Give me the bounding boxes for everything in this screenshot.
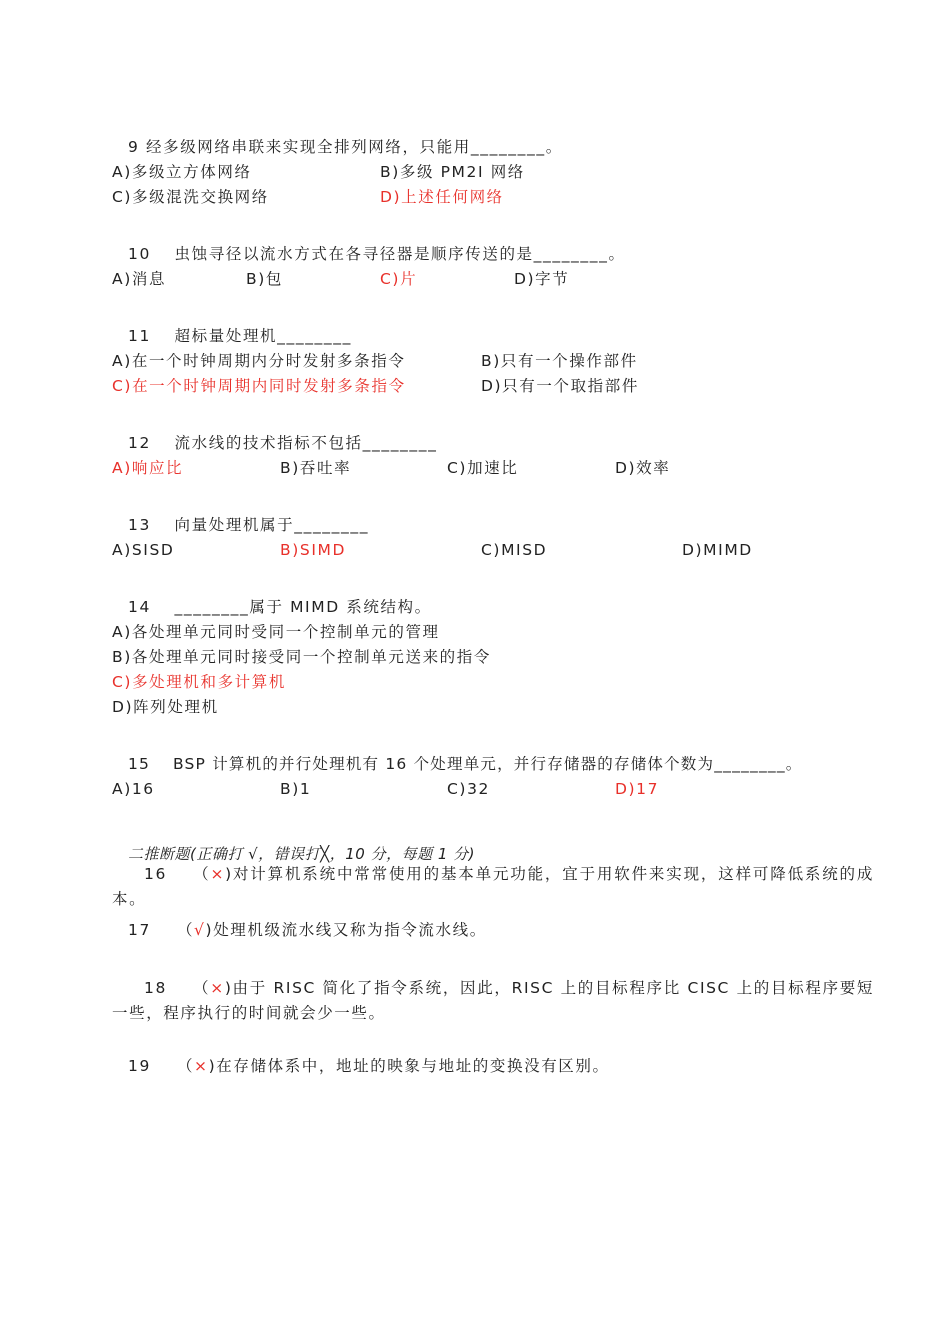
question-13-option-c: C)MISD (481, 541, 548, 559)
question-15-stem: 15 BSP 计算机的并行处理机有 16 个处理单元，并行存储器的存储体个数为________。 (128, 755, 803, 773)
question-14-stem: 14 ________属于 MIMD 系统结构。 (128, 598, 432, 616)
question-10-option-a: A)消息 (112, 270, 167, 288)
question-9-option-d-answer: D)上述任何网络 (380, 188, 504, 206)
check-mark-icon: √ (194, 921, 206, 939)
question-13-option-b-answer: B)SIMD (280, 541, 346, 559)
judgement-item-16 (112, 862, 874, 912)
question-11-option-a: A)在一个时钟周期内分时发射多条指令 (112, 352, 406, 370)
question-11-option-b: B)只有一个操作部件 (481, 352, 638, 370)
cross-mark-icon: × (210, 979, 225, 997)
question-10-option-b: B)包 (246, 270, 283, 288)
question-10-option-c-answer: C)片 (380, 270, 418, 288)
question-10-option-d: D)字节 (514, 270, 570, 288)
question-11-option-c-answer: C)在一个时钟周期内同时发射多条指令 (112, 377, 406, 395)
item-number: 17 (128, 921, 151, 939)
question-9-option-c: C)多级混洗交换网络 (112, 188, 269, 206)
question-15-option-c: C)32 (447, 780, 490, 798)
question-9-option-a: A)多级立方体网络 (112, 163, 252, 181)
question-12-option-c: C)加速比 (447, 459, 519, 477)
question-9-stem: 9 经多级网络串联来实现全排列网络，只能用________。 (128, 138, 563, 156)
section-2-title: 二推断题(正确打 √，错误打╳，10 分，每题 1 分) (128, 845, 475, 863)
cross-mark-icon: × (194, 1057, 209, 1075)
close-paren: ) (225, 865, 233, 883)
item-text: 处理机级流水线又称为指令流水线。 (213, 921, 487, 939)
item-text: 对计算机系统中常常使用的基本单元功能，宜于用软件来实现，这样可降低系统的成本。 (112, 865, 874, 908)
question-12-stem: 12 流水线的技术指标不包括________ (128, 434, 438, 452)
question-14-option-b: B)各处理单元同时接受同一个控制单元送来的指令 (112, 648, 491, 666)
item-number: 18 (144, 979, 167, 997)
question-14-option-a: A)各处理单元同时受同一个控制单元的管理 (112, 623, 440, 641)
judgement-item-19 (128, 1055, 610, 1077)
close-paren: ) (224, 979, 233, 997)
question-11-stem: 11 超标量处理机________ (128, 327, 352, 345)
question-12-option-d: D)效率 (615, 459, 671, 477)
question-13-option-a: A)SISD (112, 541, 175, 559)
judgement-item-17 (128, 919, 487, 941)
question-12-option-a-answer: A)响应比 (112, 459, 184, 477)
question-12-option-b: B)吞吐率 (280, 459, 352, 477)
question-11-option-d: D)只有一个取指部件 (481, 377, 639, 395)
item-text: 在存储体系中，地址的映象与地址的变换没有区别。 (216, 1057, 610, 1075)
judgement-item-18 (112, 976, 874, 1026)
question-14-option-c-answer: C)多处理机和多计算机 (112, 673, 286, 691)
item-number: 16 (144, 865, 167, 883)
question-13-stem: 13 向量处理机属于________ (128, 516, 370, 534)
item-text: 由于 RISC 简化了指令系统，因此，RISC 上的目标程序比 CISC 上的目标程序要短一些，程序执行的时间就会少一些。 (112, 979, 874, 1022)
open-paren: （ (192, 865, 211, 883)
open-paren: （ (176, 921, 195, 939)
question-15-option-b: B)1 (280, 780, 312, 798)
open-paren: （ (192, 979, 211, 997)
question-9-option-b: B)多级 PM2I 网络 (380, 163, 525, 181)
question-14-option-d: D)阵列处理机 (112, 698, 219, 716)
open-paren: （ (176, 1057, 195, 1075)
question-15-option-a: A)16 (112, 780, 155, 798)
item-number: 19 (128, 1057, 151, 1075)
question-13-option-d: D)MIMD (682, 541, 753, 559)
question-10-stem: 10 虫蚀寻径以流水方式在各寻径器是顺序传送的是________。 (128, 245, 626, 263)
cross-mark-icon: × (210, 865, 226, 883)
question-15-option-d-answer: D)17 (615, 780, 660, 798)
close-paren: ) (208, 1057, 217, 1075)
close-paren: ) (205, 921, 214, 939)
